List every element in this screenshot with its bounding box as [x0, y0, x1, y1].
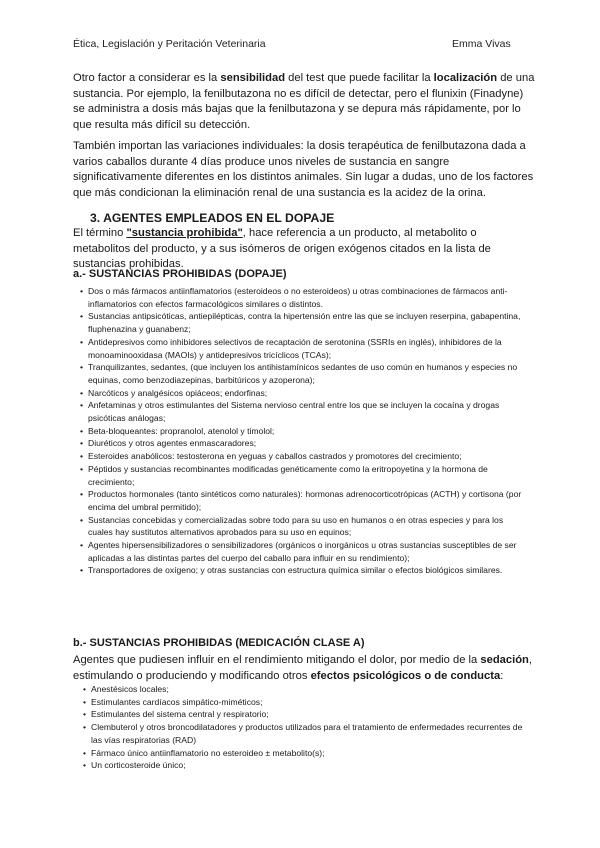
paragraph-prohibited-definition [73, 226, 535, 273]
list-item: • Estimulantes cardíacos simpático-miméticos; [91, 696, 531, 709]
text-run: , hace referencia a un producto, al metabolito o metabolitos del producto, y a sus isómeros de origen exógenos citados en la lista de sustancias prohibidas. [73, 227, 491, 271]
subheading-doping: a.- SUSTANCIAS PROHIBIDAS (DOPAJE) [73, 268, 287, 280]
list-item: • Dos o más fármacos antiinflamatorios (esteroideos o no esteroideos) u otras combinaciones de fármacos anti-inflamatorios con efectos farmacológicos similares o distintos. [88, 285, 528, 310]
bold-term: efectos psicológicos o de conducta [310, 669, 501, 682]
header-course-title: Ética, Legislación y Peritación Veterinaria [73, 38, 266, 50]
list-item: • Anfetaminas y otros estimulantes del Sistema nervioso central entre los que se incluyen la cocaína y drogas psicóticas análogas; [88, 399, 528, 424]
list-item: • Sustancias concebidas y comercializadas sobre todo para su uso en humanos o en otras especies y para los cuales hay sustitutos alternativos aprobados para su uso en equinos; [88, 514, 528, 539]
list-item: • Fármaco único antiinflamatorio no esteroideo ± metabolito(s); [91, 747, 531, 760]
list-item: • Beta-bloqueantes: propranolol, atenolol y timolol; [88, 425, 528, 438]
class-a-substance-list [91, 683, 531, 772]
list-item: • Narcóticos y analgésicos opiáceos; endorfinas; [88, 387, 528, 400]
header-author: Emma Vivas [452, 38, 511, 50]
text-run: Otro factor a considerar es la [73, 72, 221, 84]
list-item: • Péptidos y sustancias recombinantes modificadas genéticamente como la eritropoyetina y la hormona de crecimiento; [88, 463, 528, 488]
paragraph-individual-variation: También importan las variaciones individuales: la dosis terapéutica de fenilbutazona dada a varios caballos durante 4 días produce unos niveles de sustancia en sangre significativamente diferentes en los distintos animales. Sin lugar a dudas, uno de los factores que más condicionan la eliminación renal de una sustancia es la acidez de la orina. [73, 140, 534, 199]
bold-term: localización [433, 72, 498, 84]
list-item: • Tranquilizantes, sedantes, (que incluyen los antihistamínicos sedantes de uso común en humanos y especies no equinas, como benzodiazepinas, barbitúricos y azoperona); [88, 361, 528, 386]
list-item: • Antidepresivos como inhibidores selectivos de recaptación de serotonina (SSRIs en inglés), inhibidores de la monoaminooxidasa (MAOIs) y antidepresivos tricíclicos (TCAs); [88, 336, 528, 361]
list-item: • Esteroides anabólicos: testosterona en yeguas y caballos castrados y promotores del crecimiento; [88, 450, 528, 463]
section-heading-agents: 3. AGENTES EMPLEADOS EN EL DOPAJE [90, 211, 335, 225]
list-item: • Productos hormonales (tanto sintéticos como naturales): hormonas adrenocorticotrópicas (ACTH) y cortisona (por encima del umbral permitido); [88, 488, 528, 513]
list-item: • Estimulantes del sistema central y respiratorio; [91, 708, 531, 721]
list-item: • Anestésicos locales; [91, 683, 531, 696]
text-run: de una sustancia. Por ejemplo, la fenilbutazona no es difícil de detectar, pero el flunixin (Finadyne) se administra a dosis más bajas que la fenilbutazona y se depura más rápidamente, por lo que resulta más difícil su detección. [73, 72, 535, 131]
list-item: • Sustancias antipsicóticas, antiepilépticas, contra la hipertensión entre las que se incluyen reserpina, gabapentina, fluphenazina y guanabenz; [88, 310, 528, 335]
list-item: • Transportadores de oxígeno; y otras sustancias con estructura química similar o efectos biológicos similares. [88, 564, 528, 577]
text-run: El término [73, 227, 127, 239]
text-run: del test que puede facilitar la [285, 72, 434, 84]
list-item: • Clembuterol y otros broncodilatadores y productos utilizados para el tratamiento de enfermedades recurrentes de las vías respiratorias (RAD) [91, 721, 531, 746]
paragraph-class-a-intro [73, 653, 535, 684]
text-run: : [500, 669, 504, 682]
list-item: • Un corticosteroide único; [91, 759, 531, 772]
doping-substance-list [88, 285, 528, 577]
list-item: • Diuréticos y otros agentes enmascaradores; [88, 437, 528, 450]
bold-term: sensibilidad [220, 72, 286, 84]
text-run: , estimulando o produciendo y modificando otros [73, 654, 532, 682]
text-run: Agentes que pudiesen influir en el rendimiento mitigando el dolor, por medio de la [73, 654, 481, 666]
paragraph-sensitivity [73, 71, 535, 133]
subheading-class-a: b.- SUSTANCIAS PROHIBIDAS (MEDICACIÓN CLASE A) [73, 637, 365, 649]
bold-term: sedación [480, 654, 529, 666]
underlined-term: "sustancia prohibida" [126, 227, 243, 239]
list-item: • Agentes hipersensibilizadores o sensibilizadores (orgánicos o inorgánicos u otras sustancias susceptibles de ser aplicadas a las distintas partes del cuerpo del caballo para influir en su rendimiento); [88, 539, 528, 564]
